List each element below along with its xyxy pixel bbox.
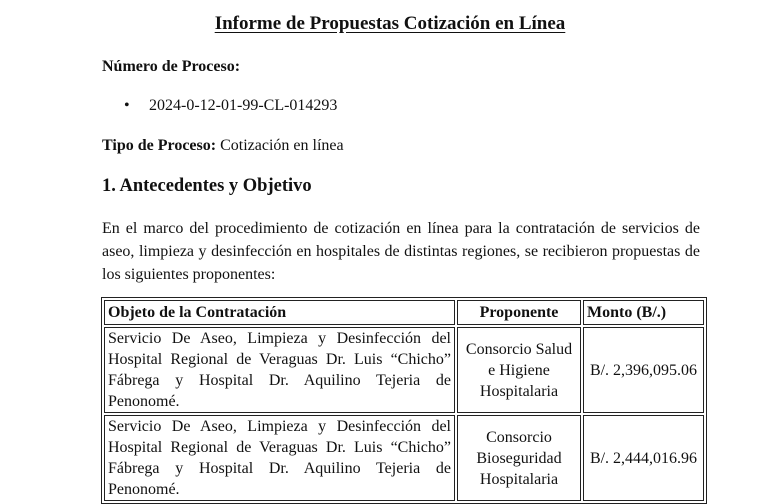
- cell-objeto: Servicio De Aseo, Limpieza y Desinfección del Hospital Regional de Veraguas Dr. Luis “Chicho” Fábrega y Hospital Dr. Aquilino Tejeria de Penonomé.: [104, 415, 455, 501]
- process-number-item: [124, 97, 337, 115]
- process-number-label: Número de Proceso:: [102, 58, 241, 75]
- document-title: Informe de Propuestas Cotización en Línea: [214, 13, 566, 34]
- header-proponente: Proponente: [457, 300, 581, 325]
- process-type-label: Tipo de Proceso:: [102, 137, 217, 154]
- cell-monto: B/. 2,444,016.96: [583, 415, 704, 501]
- header-monto: Monto (B/.): [583, 300, 704, 325]
- proposals-table: [101, 297, 707, 504]
- intro-paragraph: En el marco del procedimiento de cotización en línea para la contratación de servicios de aseo, limpieza y desinfección en hospitales de distintas regiones, se recibieron propuestas de los siguientes proponentes:: [102, 220, 700, 283]
- cell-monto: B/. 2,396,095.06: [583, 327, 704, 413]
- process-type-value: Cotización en línea: [220, 137, 344, 154]
- bullet-icon: •: [124, 97, 130, 114]
- table-row: [104, 415, 704, 501]
- header-objeto: Objeto de la Contratación: [104, 300, 455, 325]
- process-number-value: 2024-0-12-01-99-CL-014293: [149, 97, 338, 114]
- section-heading: 1. Antecedentes y Objetivo: [102, 176, 312, 196]
- cell-objeto: Servicio De Aseo, Limpieza y Desinfección del Hospital Regional de Veraguas Dr. Luis “Chicho” Fábrega y Hospital Dr. Aquilino Tejeria de Penonomé.: [104, 327, 455, 413]
- table-row: [104, 327, 704, 413]
- cell-proponente: Consorcio Salud e Higiene Hospitalaria: [457, 327, 581, 413]
- cell-proponente: Consorcio Bioseguridad Hospitalaria: [457, 415, 581, 501]
- process-type-line: [102, 137, 344, 155]
- table-header-row: [104, 300, 704, 325]
